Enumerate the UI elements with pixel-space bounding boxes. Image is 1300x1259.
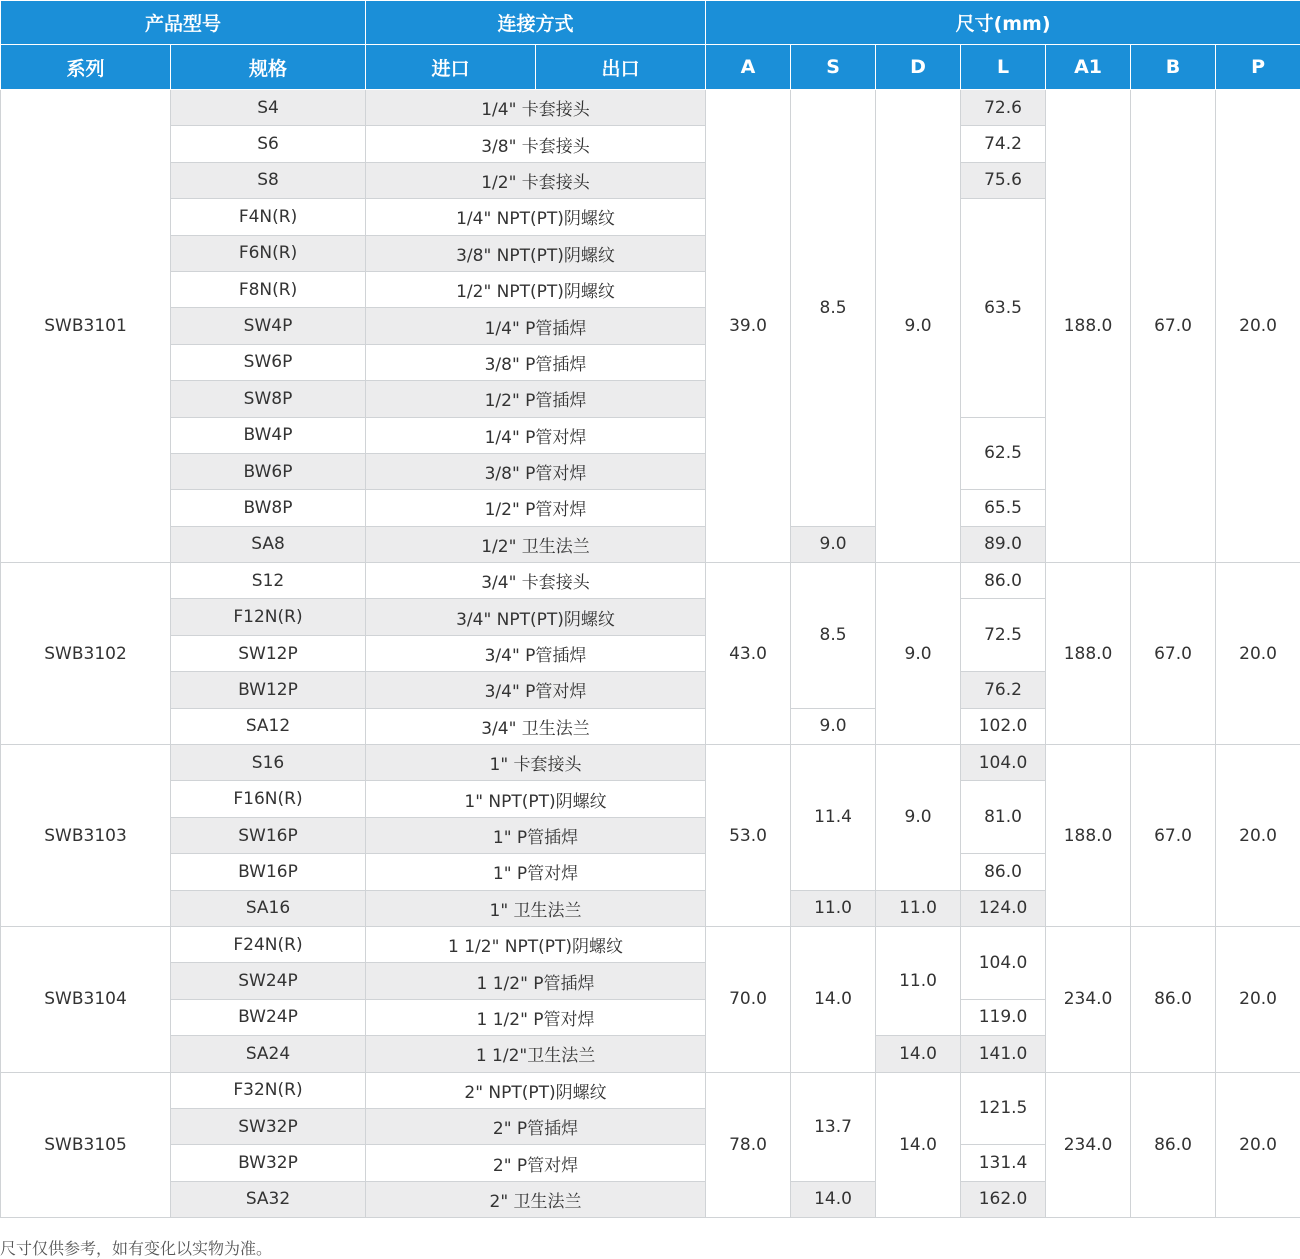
spec-cell: BW24P bbox=[171, 999, 366, 1035]
dim-l-cell: 102.0 bbox=[961, 708, 1046, 744]
dim-a-cell: 39.0 bbox=[706, 90, 791, 563]
dim-l-cell: 162.0 bbox=[961, 1181, 1046, 1217]
spec-cell: BW4P bbox=[171, 417, 366, 453]
series-cell: SWB3102 bbox=[1, 563, 171, 745]
series-cell: SWB3104 bbox=[1, 926, 171, 1072]
header-inlet: 进口 bbox=[366, 45, 536, 90]
connection-cell: 1 1/2" P管对焊 bbox=[366, 999, 706, 1035]
spec-cell: SA8 bbox=[171, 526, 366, 562]
spec-cell: SA12 bbox=[171, 708, 366, 744]
dim-a1-cell: 188.0 bbox=[1046, 563, 1131, 745]
dim-b-cell: 67.0 bbox=[1131, 90, 1216, 563]
dim-s-cell: 9.0 bbox=[791, 708, 876, 744]
dim-a-cell: 43.0 bbox=[706, 563, 791, 745]
spec-cell: BW6P bbox=[171, 453, 366, 489]
dim-a1-cell: 188.0 bbox=[1046, 745, 1131, 927]
dim-s-cell: 13.7 bbox=[791, 1072, 876, 1181]
dim-p-cell: 20.0 bbox=[1216, 745, 1300, 927]
dim-l-cell: 63.5 bbox=[961, 199, 1046, 417]
connection-cell: 3/4" P管插焊 bbox=[366, 635, 706, 671]
header-row-2 bbox=[1, 45, 1300, 90]
spec-cell: BW16P bbox=[171, 854, 366, 890]
spec-cell: S12 bbox=[171, 563, 366, 599]
connection-cell: 1" P管对焊 bbox=[366, 854, 706, 890]
connection-cell: 1/2" P管对焊 bbox=[366, 490, 706, 526]
spec-cell: S6 bbox=[171, 126, 366, 162]
connection-cell: 2" P管插焊 bbox=[366, 1108, 706, 1144]
dim-l-cell: 131.4 bbox=[961, 1145, 1046, 1181]
connection-cell: 3/4" P管对焊 bbox=[366, 672, 706, 708]
dim-l-cell: 121.5 bbox=[961, 1072, 1046, 1145]
header-row-1 bbox=[1, 1, 1300, 45]
dim-a1-cell: 188.0 bbox=[1046, 90, 1131, 563]
header-col-a1: A1 bbox=[1046, 45, 1131, 90]
dim-s-cell: 8.5 bbox=[791, 563, 876, 709]
table-row bbox=[1, 563, 1300, 599]
connection-cell: 3/4" NPT(PT)阴螺纹 bbox=[366, 599, 706, 635]
header-col-l: L bbox=[961, 45, 1046, 90]
connection-cell: 3/8" NPT(PT)阴螺纹 bbox=[366, 235, 706, 271]
dim-b-cell: 86.0 bbox=[1131, 926, 1216, 1072]
dim-s-cell: 14.0 bbox=[791, 926, 876, 1072]
connection-cell: 1/4" NPT(PT)阴螺纹 bbox=[366, 199, 706, 235]
table-row bbox=[1, 1072, 1300, 1108]
dim-l-cell: 76.2 bbox=[961, 672, 1046, 708]
dim-l-cell: 65.5 bbox=[961, 490, 1046, 526]
dim-d-cell: 11.0 bbox=[876, 926, 961, 1035]
spec-cell: BW12P bbox=[171, 672, 366, 708]
dim-b-cell: 67.0 bbox=[1131, 745, 1216, 927]
dim-b-cell: 67.0 bbox=[1131, 563, 1216, 745]
dim-l-cell: 86.0 bbox=[961, 563, 1046, 599]
connection-cell: 1" NPT(PT)阴螺纹 bbox=[366, 781, 706, 817]
spec-cell: SW32P bbox=[171, 1108, 366, 1144]
connection-cell: 1 1/2" P管插焊 bbox=[366, 963, 706, 999]
dim-d-cell: 14.0 bbox=[876, 1072, 961, 1218]
connection-cell: 2" NPT(PT)阴螺纹 bbox=[366, 1072, 706, 1108]
series-cell: SWB3105 bbox=[1, 1072, 171, 1218]
spec-cell: SA32 bbox=[171, 1181, 366, 1217]
dim-s-cell: 11.0 bbox=[791, 890, 876, 926]
table-row bbox=[1, 926, 1300, 962]
connection-cell: 1" P管插焊 bbox=[366, 817, 706, 853]
series-cell: SWB3103 bbox=[1, 745, 171, 927]
connection-cell: 1" 卫生法兰 bbox=[366, 890, 706, 926]
spec-cell: F8N(R) bbox=[171, 271, 366, 307]
connection-cell: 1/2" 卡套接头 bbox=[366, 162, 706, 198]
dim-a-cell: 78.0 bbox=[706, 1072, 791, 1218]
spec-cell: BW32P bbox=[171, 1145, 366, 1181]
dim-l-cell: 104.0 bbox=[961, 926, 1046, 999]
spec-cell: F4N(R) bbox=[171, 199, 366, 235]
header-connection: 连接方式 bbox=[366, 1, 706, 45]
connection-cell: 3/8" P管插焊 bbox=[366, 344, 706, 380]
header-col-s: S bbox=[791, 45, 876, 90]
dim-b-cell: 86.0 bbox=[1131, 1072, 1216, 1218]
header-series: 系列 bbox=[1, 45, 171, 90]
connection-cell: 3/4" 卫生法兰 bbox=[366, 708, 706, 744]
dim-a1-cell: 234.0 bbox=[1046, 1072, 1131, 1218]
header-outlet: 出口 bbox=[536, 45, 706, 90]
header-spec: 规格 bbox=[171, 45, 366, 90]
spec-cell: SA16 bbox=[171, 890, 366, 926]
connection-cell: 1/4" P管对焊 bbox=[366, 417, 706, 453]
dim-l-cell: 72.5 bbox=[961, 599, 1046, 672]
table-row bbox=[1, 745, 1300, 781]
spec-cell: SA24 bbox=[171, 1036, 366, 1072]
dim-d-cell: 9.0 bbox=[876, 745, 961, 891]
dim-l-cell: 89.0 bbox=[961, 526, 1046, 562]
header-col-a: A bbox=[706, 45, 791, 90]
dim-l-cell: 81.0 bbox=[961, 781, 1046, 854]
dim-p-cell: 20.0 bbox=[1216, 563, 1300, 745]
dim-l-cell: 86.0 bbox=[961, 854, 1046, 890]
dim-d-cell: 11.0 bbox=[876, 890, 961, 926]
dim-p-cell: 20.0 bbox=[1216, 926, 1300, 1072]
connection-cell: 3/4" 卡套接头 bbox=[366, 563, 706, 599]
dim-l-cell: 124.0 bbox=[961, 890, 1046, 926]
connection-cell: 1 1/2"卫生法兰 bbox=[366, 1036, 706, 1072]
header-product-model: 产品型号 bbox=[1, 1, 366, 45]
header-col-p: P bbox=[1216, 45, 1300, 90]
spec-cell: S16 bbox=[171, 745, 366, 781]
spec-cell: F24N(R) bbox=[171, 926, 366, 962]
dim-a-cell: 70.0 bbox=[706, 926, 791, 1072]
spec-cell: F32N(R) bbox=[171, 1072, 366, 1108]
spec-cell: S4 bbox=[171, 90, 366, 126]
connection-cell: 3/8" 卡套接头 bbox=[366, 126, 706, 162]
connection-cell: 1/2" 卫生法兰 bbox=[366, 526, 706, 562]
spec-cell: F6N(R) bbox=[171, 235, 366, 271]
dim-a1-cell: 234.0 bbox=[1046, 926, 1131, 1072]
header-col-d: D bbox=[876, 45, 961, 90]
dim-l-cell: 119.0 bbox=[961, 999, 1046, 1035]
connection-cell: 3/8" P管对焊 bbox=[366, 453, 706, 489]
series-cell: SWB3101 bbox=[1, 90, 171, 563]
dim-d-cell: 14.0 bbox=[876, 1036, 961, 1072]
connection-cell: 1 1/2" NPT(PT)阴螺纹 bbox=[366, 926, 706, 962]
spec-cell: S8 bbox=[171, 162, 366, 198]
header-col-b: B bbox=[1131, 45, 1216, 90]
spec-cell: SW16P bbox=[171, 817, 366, 853]
spec-cell: SW12P bbox=[171, 635, 366, 671]
spec-cell: SW4P bbox=[171, 308, 366, 344]
dim-s-cell: 9.0 bbox=[791, 526, 876, 562]
dim-p-cell: 20.0 bbox=[1216, 90, 1300, 563]
dim-l-cell: 72.6 bbox=[961, 90, 1046, 126]
connection-cell: 1/4" P管插焊 bbox=[366, 308, 706, 344]
spec-cell: F12N(R) bbox=[171, 599, 366, 635]
header-dimensions: 尺寸(mm) bbox=[706, 1, 1300, 45]
dim-l-cell: 62.5 bbox=[961, 417, 1046, 490]
spec-cell: BW8P bbox=[171, 490, 366, 526]
dim-l-cell: 104.0 bbox=[961, 745, 1046, 781]
footnote: 尺寸仅供参考，如有变化以实物为准。 bbox=[0, 1236, 272, 1259]
dim-p-cell: 20.0 bbox=[1216, 1072, 1300, 1218]
table-row bbox=[1, 90, 1300, 126]
spec-cell: SW24P bbox=[171, 963, 366, 999]
connection-cell: 1/4" 卡套接头 bbox=[366, 90, 706, 126]
connection-cell: 1/2" NPT(PT)阴螺纹 bbox=[366, 271, 706, 307]
dim-l-cell: 75.6 bbox=[961, 162, 1046, 198]
connection-cell: 1/2" P管插焊 bbox=[366, 381, 706, 417]
connection-cell: 2" 卫生法兰 bbox=[366, 1181, 706, 1217]
dim-s-cell: 14.0 bbox=[791, 1181, 876, 1217]
dim-s-cell: 8.5 bbox=[791, 90, 876, 527]
dim-l-cell: 141.0 bbox=[961, 1036, 1046, 1072]
dim-a-cell: 53.0 bbox=[706, 745, 791, 927]
dim-d-cell: 9.0 bbox=[876, 563, 961, 745]
dim-s-cell: 11.4 bbox=[791, 745, 876, 891]
connection-cell: 2" P管对焊 bbox=[366, 1145, 706, 1181]
table-body bbox=[1, 90, 1300, 1218]
spec-cell: SW6P bbox=[171, 344, 366, 380]
connection-cell: 1" 卡套接头 bbox=[366, 745, 706, 781]
spec-cell: F16N(R) bbox=[171, 781, 366, 817]
dim-l-cell: 74.2 bbox=[961, 126, 1046, 162]
spec-cell: SW8P bbox=[171, 381, 366, 417]
dim-d-cell: 9.0 bbox=[876, 90, 961, 563]
